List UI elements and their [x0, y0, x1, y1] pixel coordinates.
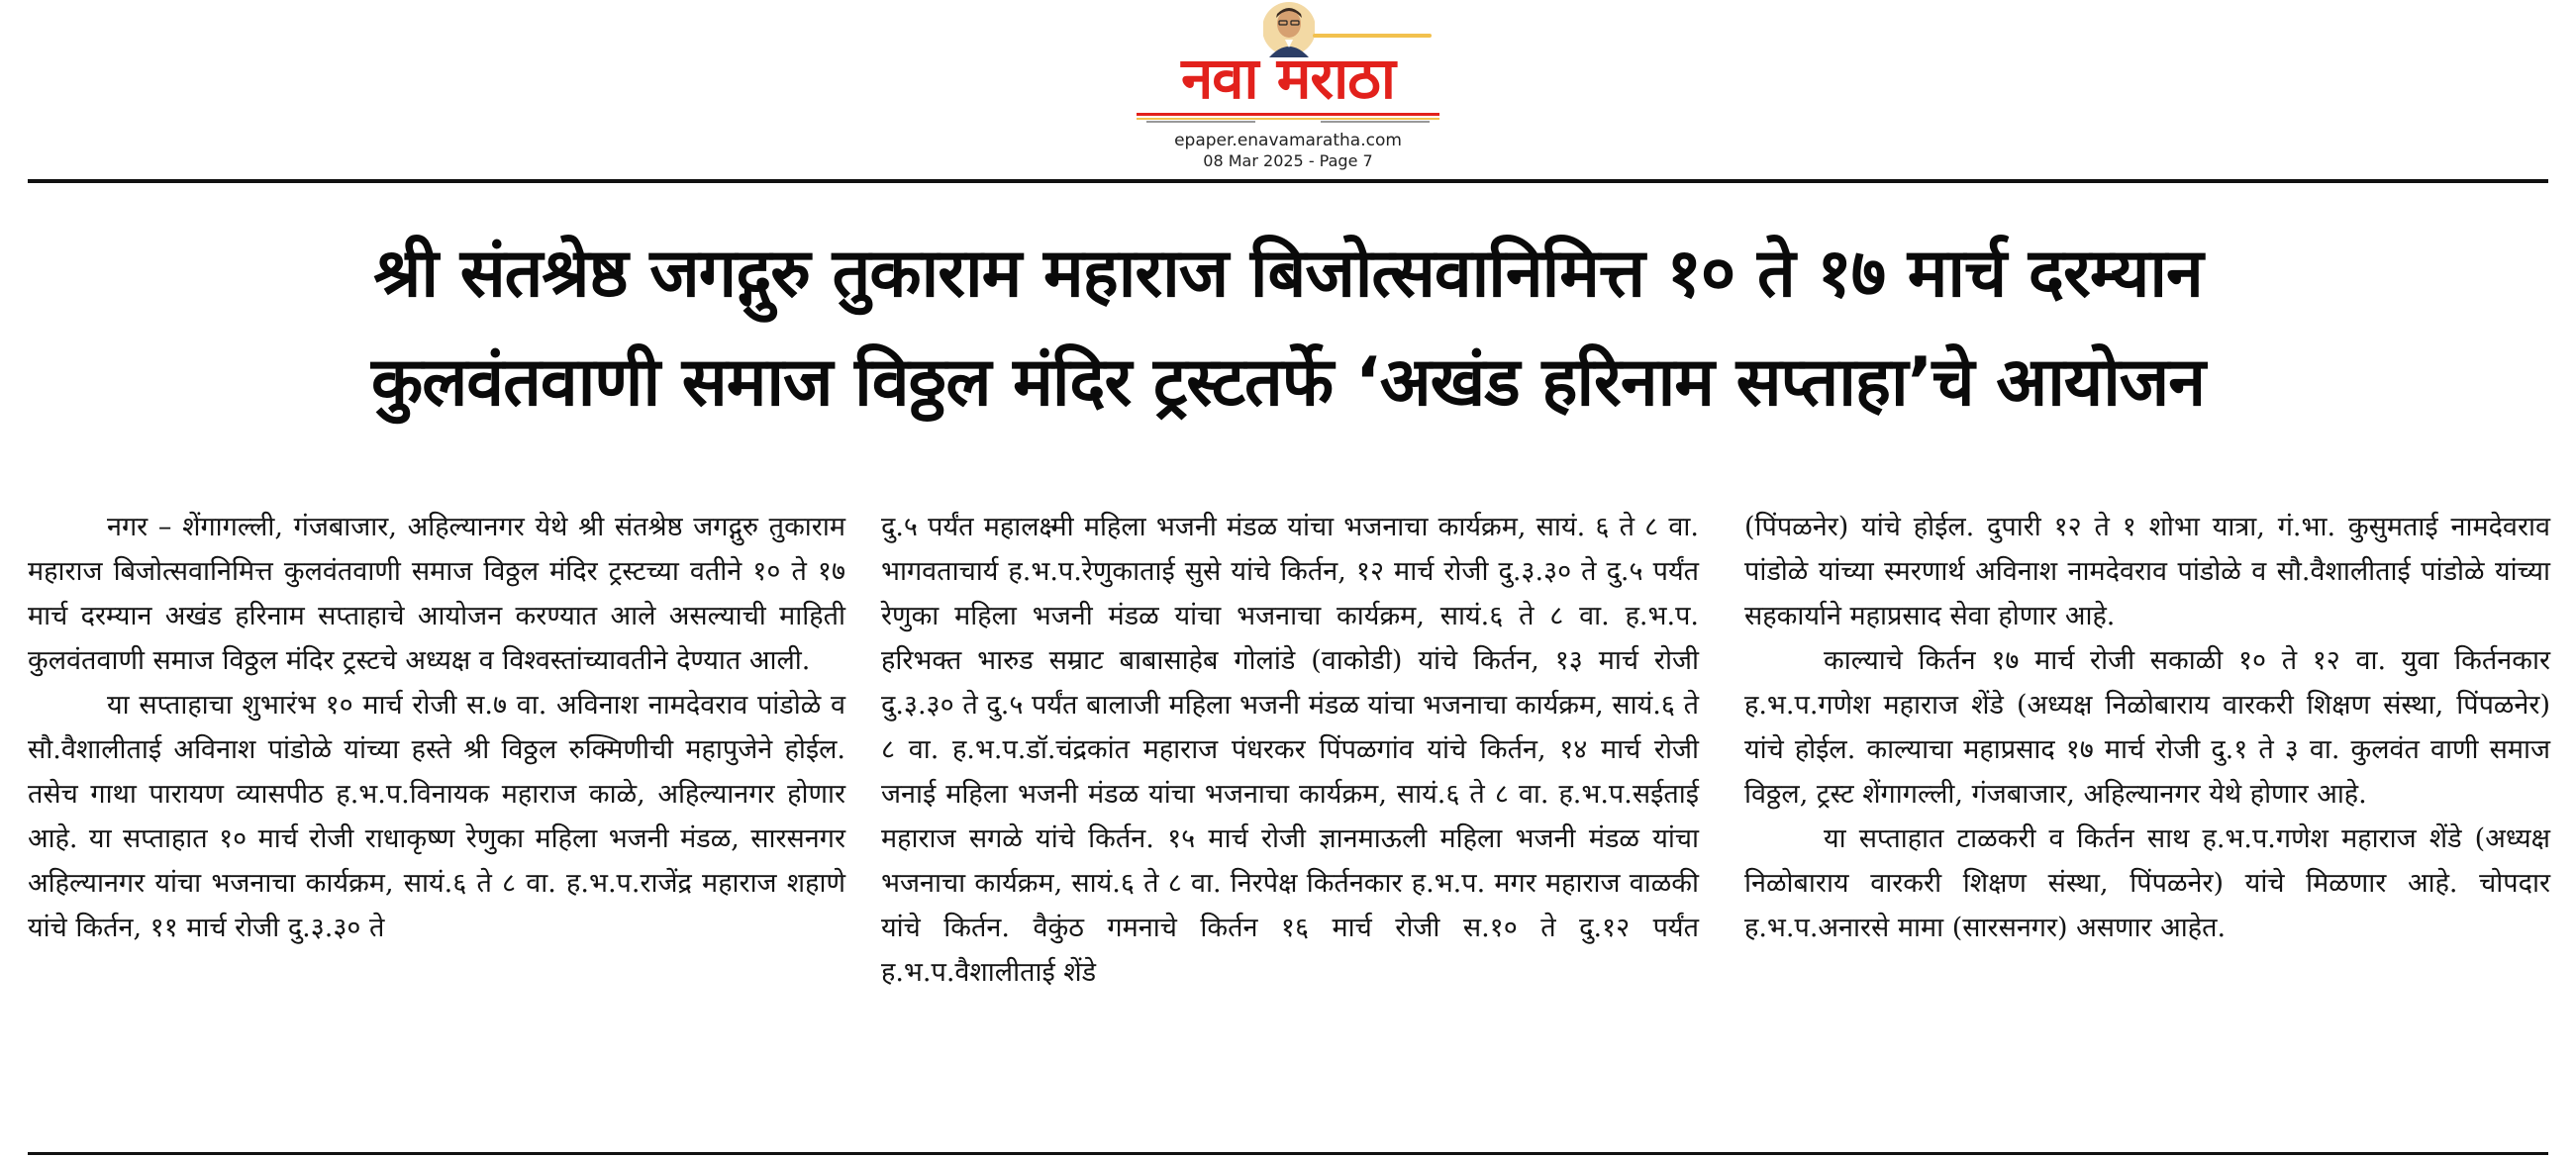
newspaper-logo: [1137, 0, 1439, 129]
article-body: [0, 505, 2576, 1138]
article-paragraph: (पिंपळनेर) यांचे होईल. दुपारी १२ ते १ शोभा यात्रा, गं.भा. कुसुमताई नामदेवराव पांडोळे यांच्या स्मरणार्थ अविनाश नामदेवराव पांडोळे व सौ.वैशालीताई पांडोळे यांच्या सहकार्याने महाप्रसाद सेवा होणार आहे.: [1744, 512, 2550, 631]
headline-line-1: श्री संतश्रेष्ठ जगद्गुरु तुकाराम महाराज बिजोत्सवानिमित्त १० ते १७ मार्च दरम्यान: [373, 235, 2203, 313]
article-column-2: [881, 505, 1699, 995]
logo-underline-decoration: [1137, 111, 1439, 125]
top-divider: [28, 179, 2548, 183]
bottom-divider: [28, 1152, 2548, 1155]
headline-line-2: कुलवंतवाणी समाज विठ्ठल मंदिर ट्रस्टतर्फे ‘अखंड हरिनाम सप्ताहा’चे आयोजन: [370, 343, 2205, 422]
logo-tagline-decoration: [1313, 30, 1432, 42]
epaper-url: epaper.enavamaratha.com: [1174, 131, 1402, 150]
article-column-1: [28, 505, 845, 950]
article-column-3: [1744, 505, 2550, 950]
article-paragraph: दु.५ पर्यंत महालक्ष्मी महिला भजनी मंडळ यांचा भजनाचा कार्यक्रम, सायं. ६ ते ८ वा. भागवताचार्य ह.भ.प.रेणुकाताई सुसे यांचे किर्तन, १२ मार्च रोजी दु.३.३० ते दु.५ पर्यंत रेणुका महिला भजनी मंडळ यांचा भजनाचा कार्यक्रम, सायं.६ ते ८ वा. ह.भ.प. हरिभक्त भारुड सम्राट बाबासाहेब गोलांडे (वाकोडी) यांचे किर्तन, १३ मार्च रोजी दु.३.३० ते दु.५ पर्यंत बालाजी महिला भजनी मंडळ यांचा भजनाचा कार्यक्रम, सायं.६ ते ८ वा. ह.भ.प.डॉ.चंद्रकांत महाराज पंधरकर पिंपळगांव यांचे किर्तन, १४ मार्च रोजी जनाई महिला भजनी मंडळ यांचा भजनाचा कार्यक्रम, सायं.६ ते ८ वा. ह.भ.प.सईताई महाराज सगळे यांचे किर्तन. १५ मार्च रोजी ज्ञानमाऊली महिला भजनी मंडळ यांचा भजनाचा कार्यक्रम, सायं.६ ते ८ वा. निरपेक्ष किर्तनकार ह.भ.प. मगर महाराज वाळकी यांचे किर्तन. वैकुंठ गमनाचे किर्तन १६ मार्च रोजी स.१० ते दु.१२ पर्यंत ह.भ.प.वैशालीताई शेंडे: [881, 512, 1699, 988]
article-paragraph: या सप्ताहात टाळकरी व किर्तन साथ ह.भ.प.गणेश महाराज शेंडे (अध्यक्ष निळोबाराय वारकरी शिक्षण संस्था, पिंपळनेर) यांचे मिळणार आहे. चोपदार ह.भ.प.अनारसे मामा (सारसनगर) असणार आहेत.: [1744, 823, 2550, 943]
logo-wordmark: नवा मराठा: [1181, 45, 1395, 112]
article-paragraph: काल्याचे किर्तन १७ मार्च रोजी सकाळी १० ते १२ वा. युवा किर्तनकार ह.भ.प.गणेश महाराज शेंडे (अध्यक्ष निळोबाराय वारकरी शिक्षण संस्था, पिंपळनेर) यांचे होईल. काल्याचा महाप्रसाद १७ मार्च रोजी दु.१ ते ३ वा. कुलवंत वाणी समाज विठ्ठल, ट्रस्ट शेंगागल्ली, गंजबाजार, अहिल्यानगर येथे होणार आहे.: [1744, 645, 2550, 810]
masthead: [0, 0, 2576, 178]
article-paragraph: या सप्ताहाचा शुभारंभ १० मार्च रोजी स.७ वा. अविनाश नामदेवराव पांडोळे व सौ.वैशालीताई अविनाश पांडोळे यांच्या हस्ते श्री विठ्ठल रुक्मिणीची महापुजेने होईल. तसेच गाथा पारायण व्यासपीठ ह.भ.प.विनायक महाराज काळे, अहिल्यानगर होणार आहे. या सप्ताहात १० मार्च रोजी राधाकृष्ण रेणुका महिला भजनी मंडळ, सारसनगर अहिल्यानगर यांचा भजनाचा कार्यक्रम, सायं.६ ते ८ वा. ह.भ.प.राजेंद्र महाराज शहाणे यांचे किर्तन, ११ मार्च रोजी दु.३.३० ते: [28, 690, 845, 943]
headline: [20, 220, 2556, 437]
edition-date-page: 08 Mar 2025 - Page 7: [1203, 151, 1373, 170]
article-paragraph: नगर – शेंगागल्ली, गंजबाजार, अहिल्यानगर येथे श्री संतश्रेष्ठ जगद्गुरु तुकाराम महाराज बिजोत्सवानिमित्त कुलवंतवाणी समाज विठ्ठल मंदिर ट्रस्टच्या वतीने १० ते १७ मार्च दरम्यान अखंड हरिनाम सप्ताहाचे आयोजन करण्यात आले असल्याची माहिती कुलवंतवाणी समाज विठ्ठल मंदिर ट्रस्टचे अध्यक्ष व विश्वस्तांच्यावतीने देण्यात आली.: [28, 512, 845, 676]
